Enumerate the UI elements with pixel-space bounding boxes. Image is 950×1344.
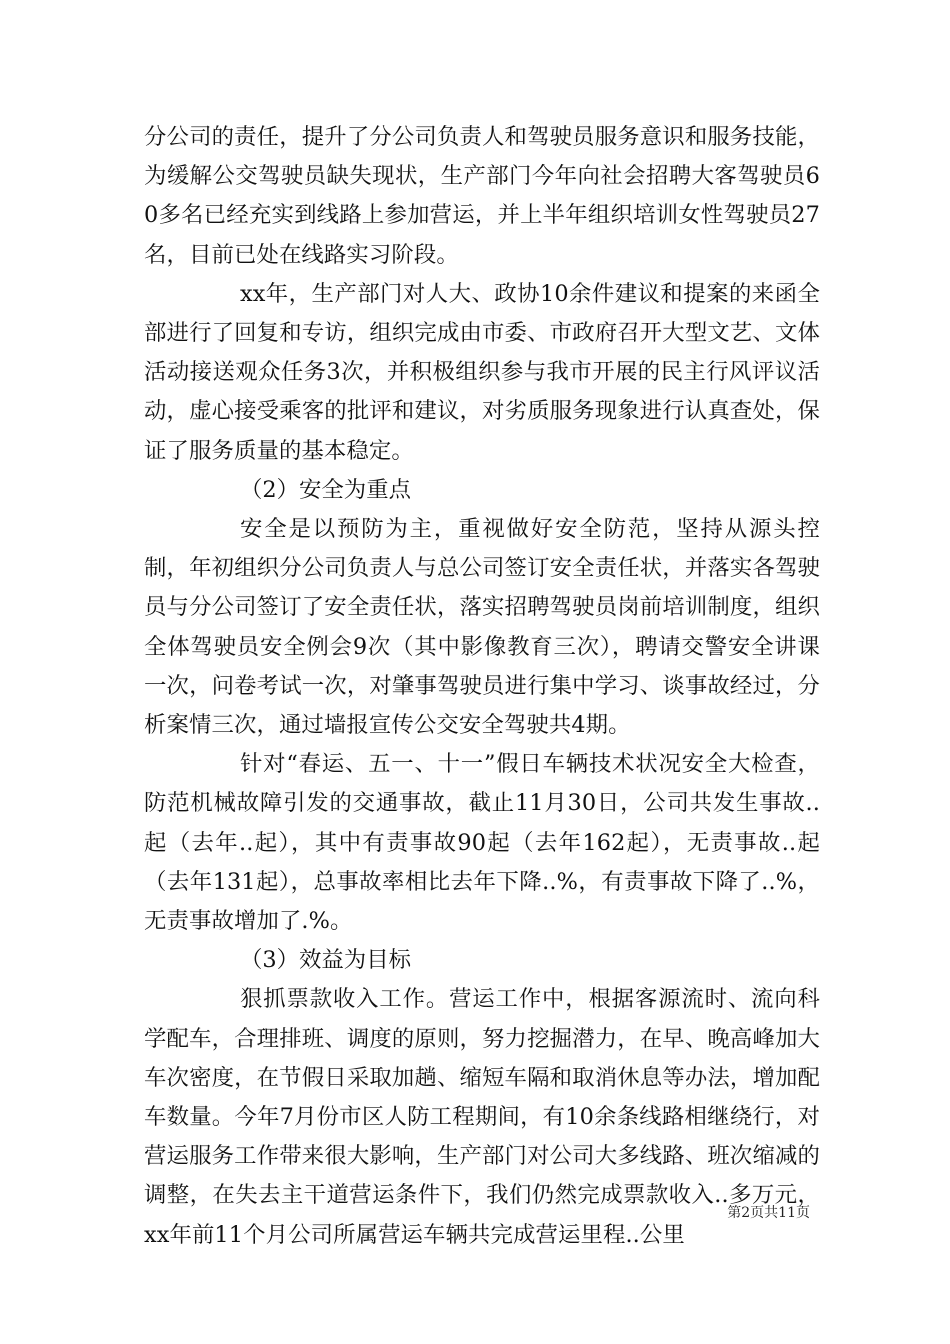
page-number-footer: 第2页共11页 bbox=[727, 1205, 810, 1221]
paragraph-safety-measures: 安全是以预防为主，重视做好安全防范，坚持从源头控制，年初组织分公司负责人与总公司签订安全责任状，并落实各驾驶员与分公司签订了安全责任状，落实招聘驾驶员岗前培训制度，组织全体驾驶员安全例会9次（其中影像教育三次），聘请交警安全讲课一次，问卷考试一次，对肇事驾驶员进行集中学习、谈事故经过，分析案情三次，通过墙报宣传公交安全驾驶共4期。 bbox=[144, 516, 820, 739]
section-heading-safety: （2）安全为重点 bbox=[240, 476, 411, 503]
document-body bbox=[144, 118, 820, 1255]
section-heading-benefit: （3）效益为目标 bbox=[240, 947, 411, 974]
paragraph-fare-revenue: 狠抓票款收入工作。营运工作中，根据客源流时、流向科学配车，合理排班、调度的原则，努力挖掘潜力，在早、晚高峰加大车次密度，在节假日采取加趟、缩短车隔和取消休息等办法，增加配车数量。今年7月份市区人防工程期间，有10余条线路相继绕行，对营运服务工作带来很大影响，生产部门对公司大多线路、班次缩减的调整，在失去主干道营运条件下，我们仍然完成票款收入..多万元，xx年前11个月公司所属营运车辆共完成营运里程..公里 bbox=[144, 986, 820, 1248]
paragraph-service-training: 分公司的责任，提升了分公司负责人和驾驶员服务意识和服务技能，为缓解公交驾驶员缺失现状，生产部门今年向社会招聘大客驾驶员60多名已经充实到线路上参加营运，并上半年组织培训女性驾驶员27名，目前已处在线路实习阶段。 bbox=[144, 124, 820, 268]
paragraph-proposals-reply: xx年，生产部门对人大、政协10余件建议和提案的来函全部进行了回复和专访，组织完成由市委、市政府召开大型文艺、文体活动接送观众任务3次，并积极组织参与我市开展的民主行风评议活动，虚心接受乘客的批评和建议，对劣质服务现象进行认真查处，保证了服务质量的基本稳定。 bbox=[144, 280, 820, 464]
paragraph-accident-statistics: 针对“春运、五一、十一”假日车辆技术状况安全大检查，防范机械故障引发的交通事故，截止11月30日，公司共发生事故..起（去年..起），其中有责事故90起（去年162起），无责事故..起（去年131起），总事故率相比去年下降..%，有责事故下降了..%，无责事故增加了.%。 bbox=[144, 751, 820, 935]
